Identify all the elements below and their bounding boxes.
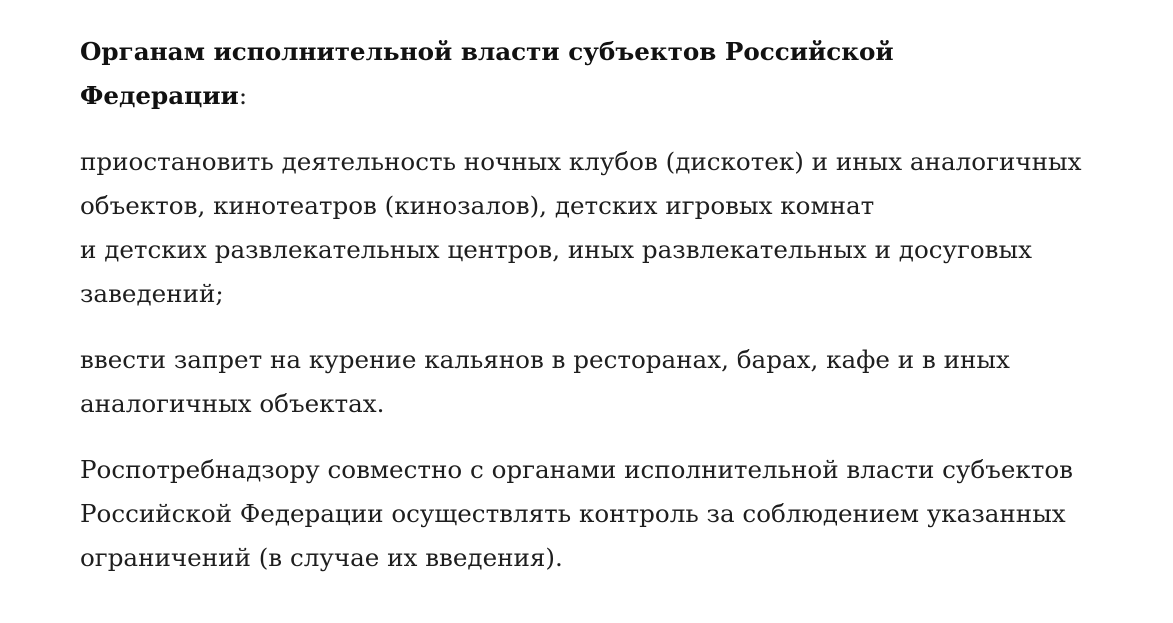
- paragraph-line: ограничений (в случае их введения).: [80, 543, 563, 572]
- document-body: [80, 30, 1140, 580]
- paragraph-line: Российской Федерации осуществлять контроль за соблюдением указанных: [80, 499, 1066, 528]
- heading-line-2: Федерации: [80, 81, 239, 110]
- section-heading: [80, 30, 1140, 118]
- paragraph-line: аналогичных объектах.: [80, 389, 385, 418]
- heading-suffix: :: [238, 81, 248, 110]
- paragraph-line: ввести запрет на курение кальянов в ресторанах, барах, кафе и в иных: [80, 345, 1010, 374]
- paragraph-line: приостановить деятельность ночных клубов (дискотек) и иных аналогичных: [80, 147, 1082, 176]
- paragraph-line: Роспотребнадзору совместно с органами исполнительной власти субъектов: [80, 455, 1074, 484]
- paragraph-line: объектов, кинотеатров (кинозалов), детских игровых комнат: [80, 191, 875, 220]
- paragraph-rospotrebnadzor-control: [80, 448, 1140, 580]
- paragraph-line: и детских развлекательных центров, иных развлекательных и досуговых: [80, 235, 1032, 264]
- paragraph-line: заведений;: [80, 279, 224, 308]
- paragraph-suspend-activities: [80, 140, 1140, 316]
- heading-line-1: Органам исполнительной власти субъектов Российской: [80, 37, 894, 66]
- paragraph-hookah-ban: [80, 338, 1140, 426]
